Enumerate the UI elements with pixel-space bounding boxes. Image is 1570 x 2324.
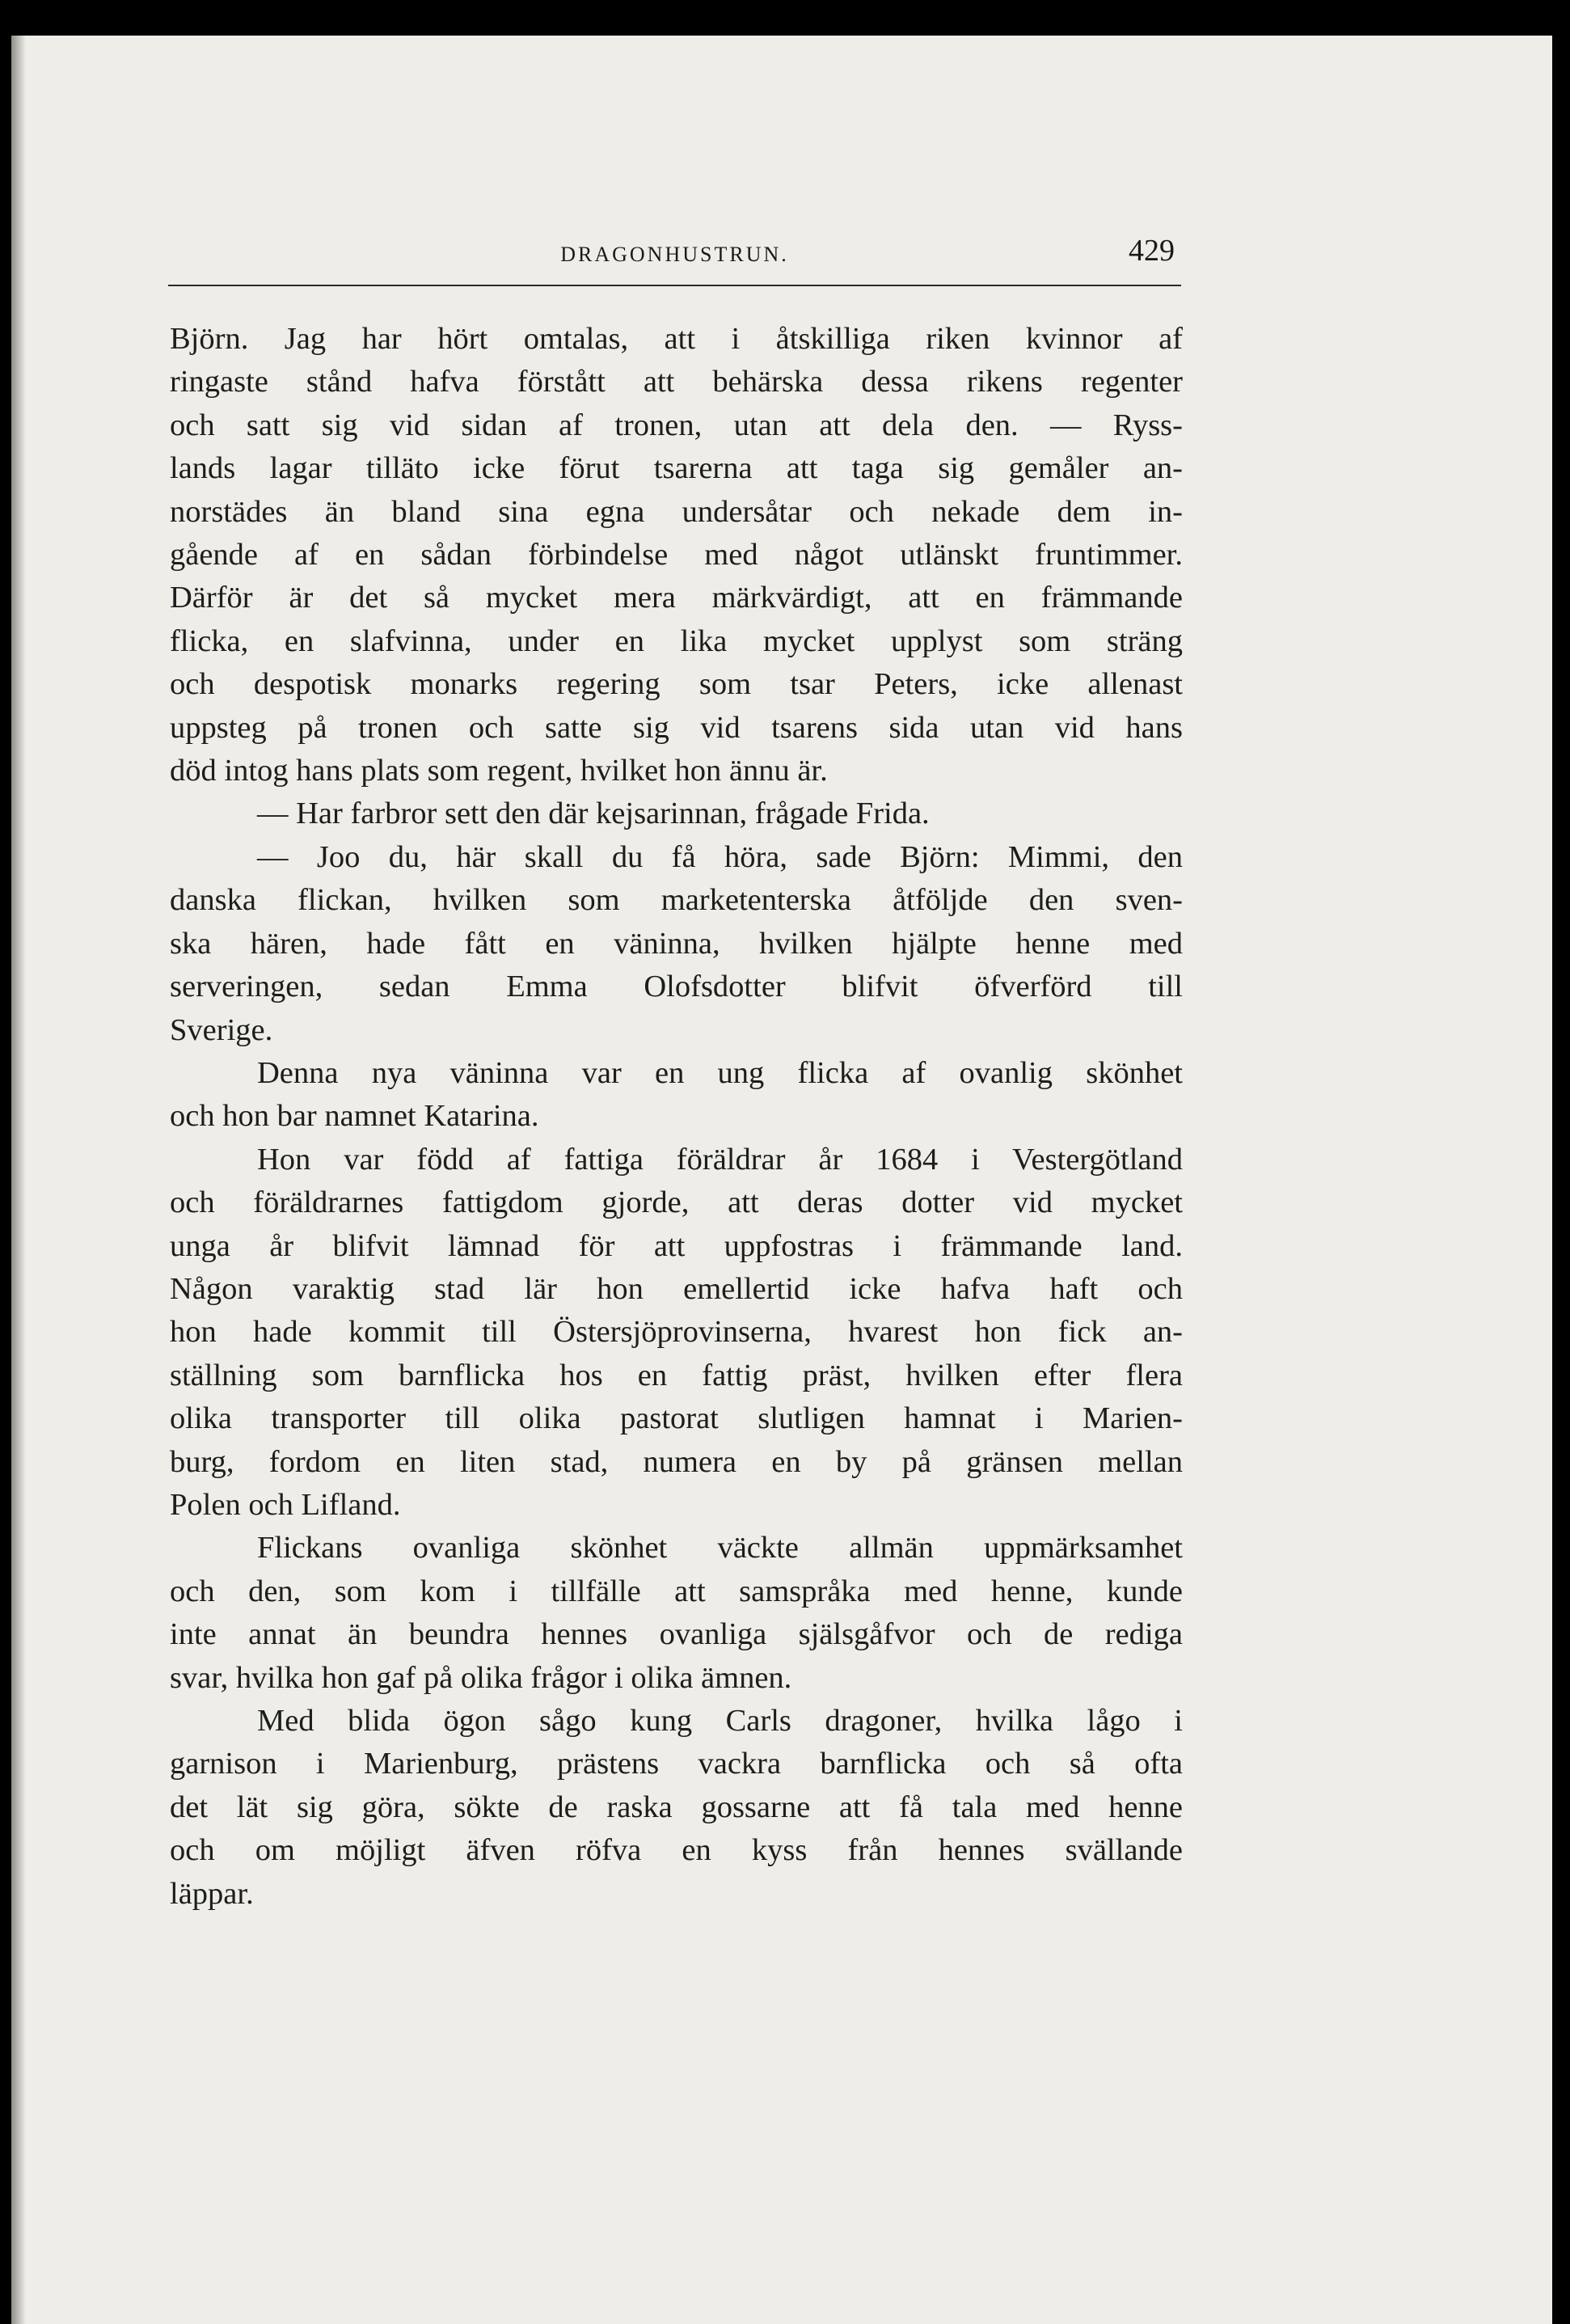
paragraph [170, 836, 1183, 1052]
text-line: och föräldrarnes fattigdom gjorde, att deras dotter vid mycket [170, 1185, 1183, 1220]
text-line: lands lagar tilläto icke förut tsarerna att taga sig gemåler an- [170, 451, 1183, 486]
text-line: inte annat än beundra hennes ovanliga själsgåfvor och de rediga [170, 1617, 1183, 1652]
text-line: Polen och Lifland. [170, 1487, 401, 1522]
text-line: och satt sig vid sidan af tronen, utan att dela den. — Ryss- [170, 408, 1183, 442]
paragraph [170, 1139, 1183, 1528]
text-line: Flickans ovanliga skönhet väckte allmän uppmärksamhet [257, 1531, 1183, 1566]
text-line: Någon varaktig stad lär hon emellertid icke hafva haft och [170, 1271, 1183, 1306]
paragraph [170, 1527, 1183, 1700]
text-line: danska flickan, hvilken som marketenterska åtföljde den sven- [170, 883, 1183, 918]
text-line: ringaste stånd hafva förstått att behärska dessa rikens regenter [170, 365, 1183, 399]
text-line: ska hären, hade fått en väninna, hvilken hjälpte henne med [170, 926, 1183, 961]
text-line: Sverige. [170, 1012, 273, 1047]
body-text [170, 318, 1183, 1916]
text-line: burg, fordom en liten stad, numera en by på gränsen mellan [170, 1444, 1183, 1479]
text-line: Med blida ögon sågo kung Carls dragoner, hvilka lågo i [257, 1704, 1183, 1738]
text-line: Denna nya väninna var en ung flicka af ovanlig skönhet [257, 1055, 1183, 1090]
text-line: serveringen, sedan Emma Olofsdotter blifvit öfverförd till [170, 970, 1183, 1004]
text-line: läppar. [170, 1876, 254, 1911]
text-line: det lät sig göra, sökte de raska gossarne att få tala med henne [170, 1789, 1183, 1824]
page-number: 429 [1129, 234, 1175, 268]
text-line: svar, hvilka hon gaf på olika frågor i olika ämnen. [170, 1660, 792, 1695]
paragraph [170, 1700, 1183, 1916]
text-line: unga år blifvit lämnad för att uppfostras i främmande land. [170, 1228, 1183, 1263]
text-line: garnison i Marienburg, prästens vackra barnflicka och så ofta [170, 1747, 1183, 1781]
text-line: gående af en sådan förbindelse med något utlänskt fruntimmer. [170, 538, 1183, 573]
text-line: hon hade kommit till Östersjöprovinserna, hvarest hon fick an- [170, 1315, 1183, 1350]
text-line: Hon var född af fattiga föräldrar år 1684 i Vestergötland [257, 1142, 1183, 1177]
header-rule [168, 285, 1181, 286]
text-line: uppsteg på tronen och satte sig vid tsarens sida utan vid hans [170, 710, 1183, 745]
text-line: och om möjligt äfven röfva en kyss från hennes svällande [170, 1833, 1183, 1868]
paragraph [170, 318, 1183, 792]
text-line: — Joo du, här skall du få höra, sade Björn: Mimmi, den [257, 839, 1183, 874]
text-line: flicka, en slafvinna, under en lika mycket upplyst som sträng [170, 623, 1183, 658]
text-line: och den, som kom i tillfälle att samspråka med henne, kunde [170, 1574, 1183, 1608]
text-line: olika transporter till olika pastorat slutligen hamnat i Marien- [170, 1401, 1183, 1436]
text-line: död intog hans plats som regent, hvilket hon ännu är. [170, 754, 828, 788]
paragraph [170, 1052, 1183, 1139]
text-line: och hon bar namnet Katarina. [170, 1099, 539, 1134]
page-edge-shadow [11, 36, 26, 2324]
running-header [168, 194, 1181, 288]
paragraph [170, 792, 1183, 835]
text-line: och despotisk monarks regering som tsar Peters, icke allenast [170, 667, 1183, 702]
text-line: Därför är det så mycket mera märkvärdigt, att en främmande [170, 581, 1183, 615]
running-title: DRAGONHUSTRUN. [560, 243, 789, 266]
text-line: norstädes än bland sina egna undersåtar och nekade dem in- [170, 494, 1183, 529]
text-line: ställning som barnflicka hos en fattig präst, hvilken efter flera [170, 1358, 1183, 1392]
text-line: — Har farbror sett den där kejsarinnan, frågade Frida. [257, 796, 930, 831]
text-line: Björn. Jag har hört omtalas, att i åtskilliga riken kvinnor af [170, 322, 1183, 356]
